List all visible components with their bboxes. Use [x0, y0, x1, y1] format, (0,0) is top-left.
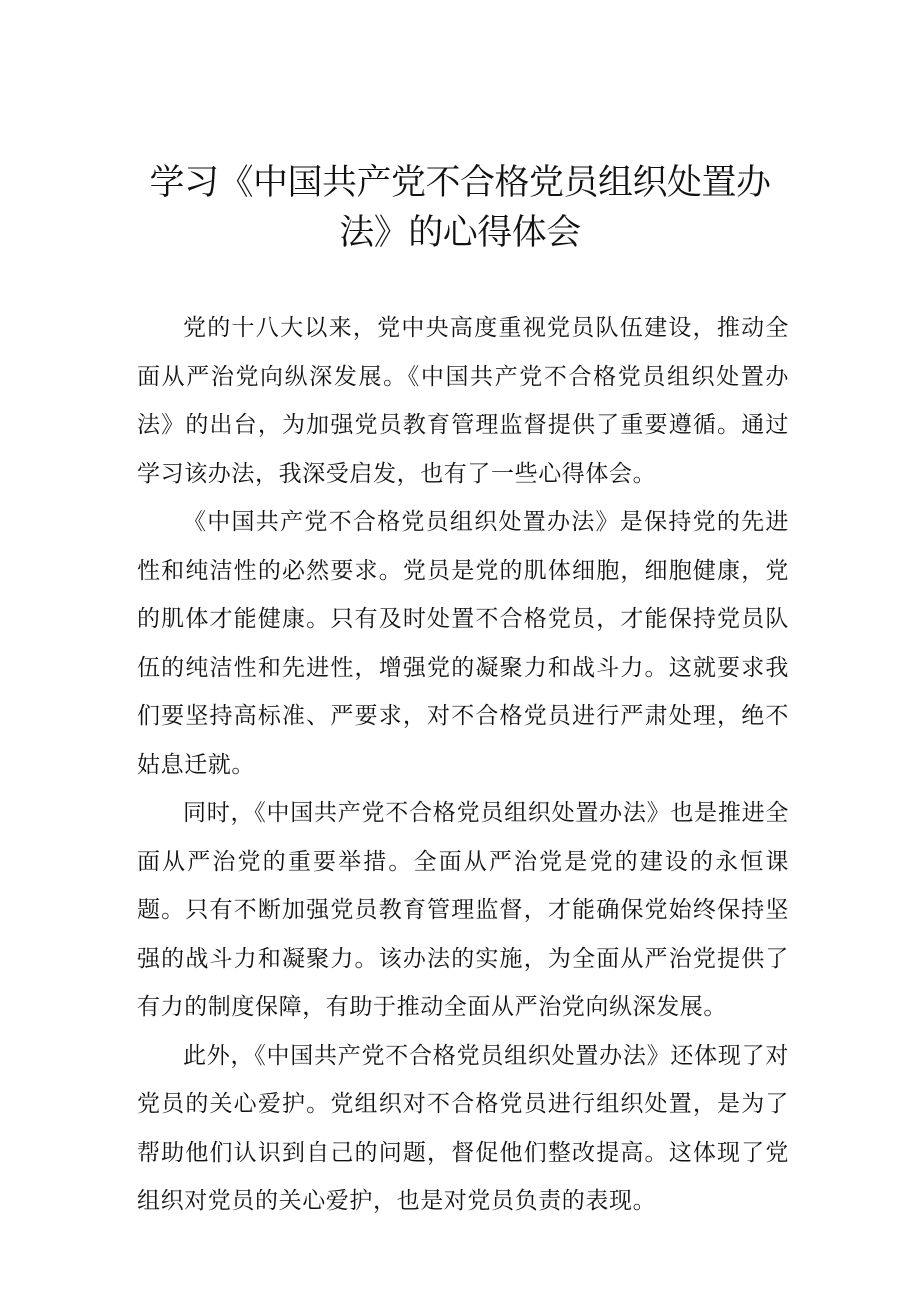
paragraph-4: 此外，《中国共产党不合格党员组织处置办法》还体现了对党员的关心爱护。党组织对不合格党员进行组织处置，是为了帮助他们认识到自己的问题，督促他们整改提高。这体现了党组织对党员的关心爱护，也是对党员负责的表现。 — [137, 1042, 789, 1214]
title-line-2: 法》的心得体会 — [339, 213, 581, 253]
document-body — [137, 304, 789, 1226]
paragraph-2: 《中国共产党不合格党员组织处置办法》是保持党的先进性和纯洁性的必然要求。党员是党的肌体细胞，细胞健康，党的肌体才能健康。只有及时处置不合格党员，才能保持党员队伍的纯洁性和先进性，增强党的凝聚力和战斗力。这就要求我们要坚持高标准、严要求，对不合格党员进行严肃处理，绝不姑息迁就。 — [137, 509, 789, 778]
title-line-1: 学习《中国共产党不合格党员组织处置办 — [149, 163, 771, 203]
paragraph-1: 党的十八大以来，党中央高度重视党员队伍建设，推动全面从严治党向纵深发展。《中国共产党不合格党员组织处置办法》的出台，为加强党员教育管理监督提供了重要遵循。通过学习该办法，我深受启发，也有了一些心得体会。 — [137, 315, 789, 487]
document-title — [130, 158, 790, 258]
paragraph-3: 同时，《中国共产党不合格党员组织处置办法》也是推进全面从严治党的重要举措。全面从严治党是党的建设的永恒课题。只有不断加强党员教育管理监督，才能确保党始终保持坚强的战斗力和凝聚力。该办法的实施，为全面从严治党提供了有力的制度保障，有助于推动全面从严治党向纵深发展。 — [137, 800, 789, 1020]
